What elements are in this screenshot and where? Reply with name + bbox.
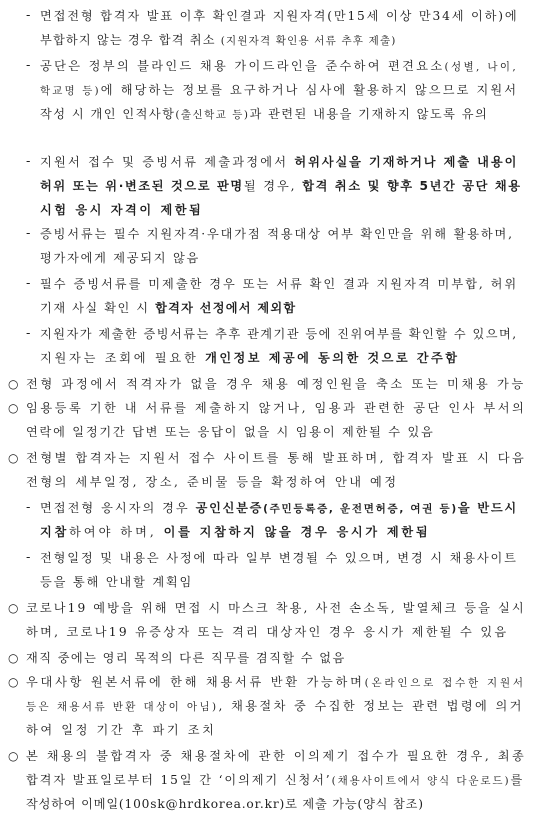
text-run: 공단은 정부의 블라인드 채용 가이드라인을 준수하여 편견요소 <box>40 59 445 73</box>
notice-line <box>26 372 526 396</box>
notice-line <box>26 620 508 644</box>
notice-line <box>26 470 399 494</box>
text-run: 작성하여 이메일(100sk@hrdkorea.or.kr)로 제출 가능(양식 참조) <box>26 797 424 811</box>
text-run: (성별, 나이, <box>444 61 519 73</box>
notice-line <box>40 198 203 222</box>
text-run: 등을 통해 안내할 계획임 <box>40 575 194 589</box>
notice-line <box>40 346 459 370</box>
text-run: 재직 중에는 영리 목적의 다른 직무를 겸직할 수 없음 <box>26 651 346 665</box>
text-run: 학교명 등) <box>40 85 101 97</box>
text-run: (출신학교 등) <box>175 109 250 121</box>
notice-line <box>40 78 518 102</box>
notice-line <box>40 4 518 28</box>
dash-bullet: - <box>26 154 31 169</box>
notice-line <box>40 322 518 346</box>
text-run: 만15세 이상 만34세 이하 <box>333 9 499 23</box>
text-run: (온라인으로 접수한 지원서 <box>364 677 526 689</box>
emphasis-text: 허위사실을 기재하거나 제출 내용이 <box>294 155 519 169</box>
emphasis-text: 합격자 선정에서 제외함 <box>155 301 297 315</box>
emphasis-text: 합격 취소 및 향후 5년간 공단 채용 <box>302 179 522 193</box>
notice-line <box>26 646 346 670</box>
text-run: , 채용절차 중 수집한 정보는 관련 법령에 의거 <box>218 699 524 713</box>
text-run: )에 <box>498 9 519 23</box>
circle-bullet: ○ <box>8 651 19 665</box>
text-run: 코로나19 예방을 위해 면접 시 마스크 착용, 사전 손소독, 발열체크 등을 실시 <box>26 601 526 615</box>
text-run: 지원자가 제출한 증빙서류는 추후 관계기관 등에 진위여부를 확인할 수 있으며, <box>40 327 518 341</box>
text-run: 과 관련된 내용을 기재하지 않도록 유의 <box>249 107 489 121</box>
circle-bullet: ○ <box>8 749 19 763</box>
notice-line <box>26 768 524 792</box>
text-run: 를 <box>510 773 525 787</box>
text-run: 전형의 세부일정, 장소, 준비물 등을 확정하여 안내 예정 <box>26 475 399 489</box>
notice-line <box>26 670 526 694</box>
text-run: 평가자에게 제공되지 않음 <box>40 251 201 265</box>
notice-line <box>26 744 526 768</box>
text-run: 기재 사실 확인 시 <box>40 301 156 315</box>
text-run: 등은 채용서류 반환 대상이 아님) <box>26 701 219 713</box>
text-run: 작성 시 개인 인적사항 <box>40 107 176 121</box>
text-run: 하며, 코로나19 유증상자 또는 격리 대상자인 경우 응시가 제한될 수 있음 <box>26 625 509 639</box>
circle-bullet: ○ <box>8 675 19 689</box>
notice-line <box>40 520 430 544</box>
notice-line <box>26 446 526 470</box>
circle-bullet: ○ <box>8 377 19 391</box>
circle-bullet: ○ <box>8 401 19 415</box>
notice-line <box>40 296 296 320</box>
notice-line <box>40 222 514 246</box>
text-run: 증빙서류는 필수 지원자격·우대가점 적용대상 여부 확인만을 위해 활용하며, <box>40 227 514 241</box>
text-run: 부합하지 않는 경우 합격 취소 <box>40 33 221 47</box>
text-run: 필수 증빙서류를 미제출한 경우 또는 서류 확인 결과 지원자격 미부합, 허위 <box>40 277 519 291</box>
text-run: 전형별 합격자는 지원서 접수 사이트를 통해 발표하며, 합격자 발표 시 다음 <box>26 451 527 465</box>
text-run: 전형일정 및 내용은 사정에 따라 일부 변경될 수 있으며, 변경 시 채용사이트 <box>40 551 518 565</box>
notice-line <box>40 546 518 570</box>
emphasis-text: 시험 응시 자격이 제한됨 <box>40 203 204 217</box>
text-run: 에 해당하는 정보를 요구하거나 심사에 활용하지 않으므로 지원서 <box>100 83 519 97</box>
notice-line <box>26 792 424 816</box>
notice-line <box>40 102 488 126</box>
text-run: 연락에 일정기간 답변 또는 응답이 없을 시 임용이 제한될 수 있음 <box>26 425 435 439</box>
notice-line <box>26 596 526 620</box>
emphasis-text: 개인정보 제공에 동의한 것으로 간주함 <box>205 351 460 365</box>
circle-bullet: ○ <box>8 451 19 465</box>
dash-bullet: - <box>26 58 31 73</box>
dash-bullet: - <box>26 8 31 23</box>
text-run: 면접전형 응시자의 경우 <box>40 501 196 515</box>
notice-line <box>40 496 518 520</box>
notice-line <box>26 396 526 420</box>
emphasis-text: (주민등록증, 운전면허증, 여권 등) <box>263 503 458 515</box>
notice-line <box>40 54 518 78</box>
dash-bullet: - <box>26 326 31 341</box>
emphasis-text: 공인신분증 <box>195 501 264 515</box>
dash-bullet: - <box>26 500 31 515</box>
text-run: 우대사항 원본서류에 한해 채용서류 반환 가능하며 <box>26 675 365 689</box>
text-run: 될 경우, <box>243 179 303 193</box>
circle-bullet: ○ <box>8 601 19 615</box>
text-run: 임용등록 기한 내 서류를 제출하지 않거나, 임용과 관련한 공단 인사 부서의 <box>26 401 527 415</box>
notice-line <box>40 150 518 174</box>
dash-bullet: - <box>26 550 31 565</box>
notice-line <box>26 718 216 742</box>
notice-line <box>40 272 518 296</box>
text-run: 하여야 하며, <box>69 525 164 539</box>
notice-line <box>40 246 200 270</box>
text-run: (지원자격 확인용 서류 추후 제출) <box>220 35 397 47</box>
dash-bullet: - <box>26 276 31 291</box>
text-run: 지원서 접수 및 증빙서류 제출과정에서 <box>40 155 295 169</box>
text-run: 하여 일정 기간 후 파기 조치 <box>26 723 217 737</box>
notice-line <box>40 28 397 52</box>
emphasis-text: 이를 지참하지 않을 경우 응시가 제한됨 <box>163 525 431 539</box>
text-run: 면접전형 합격자 발표 이후 확인결과 지원자격( <box>40 9 334 23</box>
text-run: 본 채용의 불합격자 중 채용절차에 관한 이의제기 접수가 필요한 경우, 최종 <box>26 749 527 763</box>
text-run: 합격자 발표일로부터 15일 간 ‘이의제기 신청서’ <box>26 773 332 787</box>
notice-line <box>26 420 435 444</box>
emphasis-text: 허위 또는 위·변조된 것으로 판명 <box>40 179 244 193</box>
dash-bullet: - <box>26 226 31 241</box>
emphasis-text: 지참 <box>40 525 69 539</box>
text-run: 전형 과정에서 적격자가 없을 경우 채용 예정인원을 축소 또는 미채용 가능 <box>26 377 526 391</box>
text-run: 지원자는 조회에 필요한 <box>40 351 206 365</box>
text-run: (채용사이트에서 양식 다운로드) <box>331 775 511 787</box>
notice-line <box>40 174 522 198</box>
notice-line <box>26 694 524 718</box>
notice-line <box>40 570 193 594</box>
emphasis-text: 을 반드시 <box>457 501 518 515</box>
